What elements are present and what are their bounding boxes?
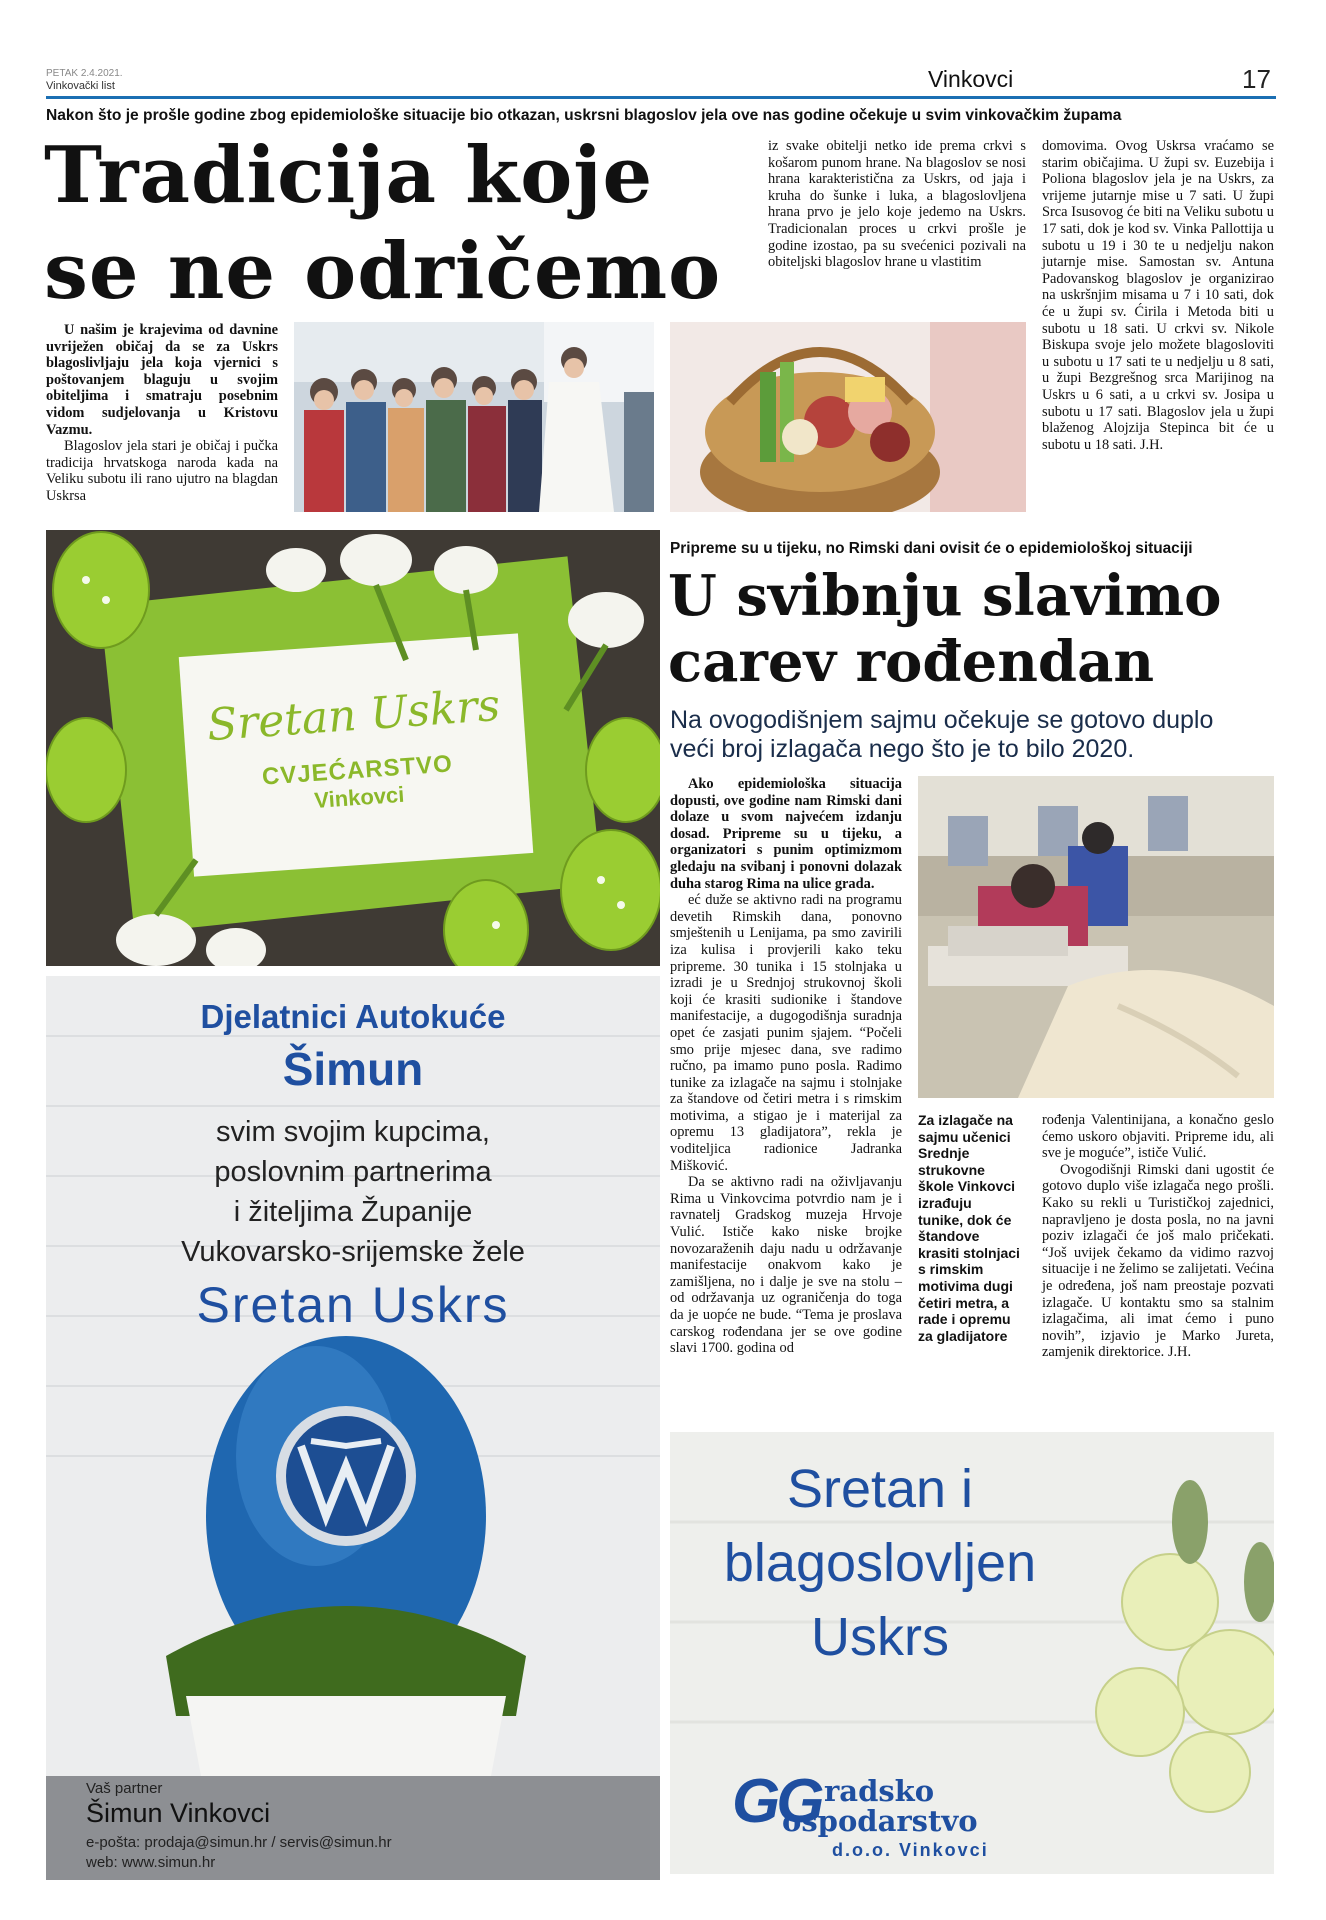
article2-body3: rođenja Valentinijana, a konačno geslo ćemo uskoro objaviti. Pripreme idu, ali sve je moguće”, ističe Vulić. <box>1042 1112 1274 1162</box>
simun-ad <box>46 976 660 1880</box>
article1-col3-body: domovima. Ovog Uskrsa vraćamo se starim običajima. U župi sv. Euzebija i Poliona blagoslov jela je na Uskrs, za vrijeme jutarnje mise u 7 sati. U župi Srca Isusovog će biti na Veliku subotu u 17 sati, dok je kod sv. Vinka Pallottija u subotu u 19 i 30 te u nedjelju nakon jutarnje mise. Samostan sv. Antuna Padovanskog blagoslov je organizirao na uskršnjim misama u 7 i 10 sati, dok će u župi sv. Ćirila i Metoda biti u subotu u 18 sati. U crkvi sv. Nikole Biskupa svoje jelo možete blagosloviti u subotu u 17 sati te u nedjelju u 8 sati, u župi Bezgrešnog srca Marijinog na Uskrs u 6 sati, a u crkvi sv. Josipa u subotu u 17 sati. Blagoslov jela u župi blaženog Alojzija Stepinca bit će u subotu u 18 sati. J.H. <box>1042 138 1274 453</box>
simun-brand: Šimun <box>282 1043 424 1095</box>
article2-column1 <box>670 776 902 1357</box>
article1-kicker: Nakon što je prošle godine zbog epidemiološke situacije bio otkazan, uskrsni blagoslov jela ove nas godine očekuje u svim vinkovačkim župama <box>46 107 1122 124</box>
gg-monogram: GG <box>732 1767 821 1836</box>
article2-title-line2: carev rođendan <box>668 629 1155 695</box>
sewing-photo-caption: Za izlagače na sajmu učenici Srednje strukovne škole Vinkovci izrađuju tunike, dok će štandove krasiti stolnjaci s rimskim motivima dugi četiri metra, a rade i opremu za gladijatore <box>918 1112 1020 1344</box>
gospodarstvo-greeting-line1: Sretan i <box>786 1459 974 1519</box>
logo-company: d.o.o. Vinkovci <box>832 1840 989 1860</box>
gospodarstvo-greeting-line2: blagoslovljen <box>723 1533 1037 1593</box>
sewing-workshop-photo <box>918 776 1274 1098</box>
page-number: 17 <box>1242 64 1271 94</box>
simun-line1: Djelatnici Autokuće <box>200 998 506 1035</box>
article1-title-line1: Tradicija koje <box>44 130 654 221</box>
article1-column1 <box>46 322 278 505</box>
blessing-crowd-photo <box>294 322 654 512</box>
article1-title-line2: se ne odričemo <box>44 226 722 317</box>
article2-subtitle: Na ovogodišnjem sajmu očekuje se gotovo duplo veći broj izlagača nego što je to bilo 2020. <box>670 706 1214 763</box>
simun-wish: Sretan Uskrs <box>196 1277 510 1333</box>
article2-column3 <box>1042 1112 1274 1361</box>
simun-greeting-line4: Vukovarsko-srijemske žele <box>181 1236 525 1268</box>
simun-greeting-line3: i žiteljima Županije <box>233 1196 473 1228</box>
logo-line2: ospodarstvo <box>782 1804 978 1838</box>
flower-shop-city: Vinkovci <box>313 781 406 813</box>
simun-web: web: www.simun.hr <box>86 1854 216 1871</box>
logo-line1: radsko <box>824 1774 935 1808</box>
article1-title <box>44 128 721 320</box>
simun-greeting <box>46 1112 660 1272</box>
article2-body2: Da se aktivno radi na oživljavanju Rima u Vinkovcima potvrdio nam je i ravnatelj Gradskog muzeja Hrvoje Vulić. Ističe kako niske brojke novozaraženih daju nadu u održavanje manifestacije onakvom kako je zamišljena, no i dalje je sve na stolu – od održavanja uz ograničenja do toga da je uopće ne bude. “Tema je proslava carskog rođendana jer se ove godine slavi 1700. godina od <box>670 1174 902 1357</box>
header-rule <box>46 96 1276 99</box>
gradsko-gospodarstvo-ad <box>670 1432 1274 1874</box>
flower-card-greeting: Sretan Uskrs <box>205 679 502 752</box>
section-name: Vinkovci <box>928 66 1014 92</box>
article1-column3 <box>1042 138 1274 453</box>
gospodarstvo-greeting-line3: Uskrs <box>811 1607 949 1667</box>
flower-shop-ad <box>46 530 660 966</box>
article2-body1: eć duže se aktivno radi na programu devetih Rimskih dana, ponovno smještenih u Lenijama, pa smo zavirili iza kulisa i provjerili kako teku pripreme. 30 tunika i 15 stolnjaka u izradi je u Srednjoj strukovnoj školi koji će krasiti sudionike i štandove manifestacije, a dugogodišnja suradnja opet će zasjati punim sjajem. “Počeli smo prije mjesec dana, sve radimo ručno, pa imamo puno posla. Radimo tunike za izlagače na sajmu i stolnjake za štandove od četiri metra i s rimskim motivima, a stigao je i materijal za opremu 13 gladijatora”, rekla je voditeljica radionice Jadranka Mišković. <box>670 892 902 1174</box>
article2-lead: Ako epidemiološka situacija dopusti, ove godine nam Rimski dani dolaze u svom najvećem izdanju dosad. Pripreme su u tijeku, a organizatori s punim optimizmom gledaju na svibanj i ponovni dolazak duha starog Rima na ulice grada. <box>670 776 902 892</box>
article2-body4: Ovogodišnji Rimski dani ugostit će gotovo duplo više izlagača nego prošli. Kako su rekli u Turističkoj zajednici, napravljeno je dosta posla, no na javni poziv izlagači će još malo pričekati. “Još uvijek čekamo da vidimo razvoj situacije i ne želimo se zalijetati. Većina je određena, još nam preostaje pozvati izlagače. U kontaktu smo sa stalnim izlagačima, ali imat ćemo i puno novih”, izjavio je Marko Jureta, zamjenik direktorice. J.H. <box>1042 1161 1274 1361</box>
simun-partner-name: Šimun Vinkovci <box>86 1798 271 1828</box>
article2-title-line1: U svibnju slavimo <box>668 563 1222 629</box>
easter-basket-photo <box>670 322 1026 512</box>
article2-kicker: Pripreme su u tijeku, no Rimski dani ovisit će o epidemiološkoj situaciji <box>670 540 1193 557</box>
simun-greeting-line1: svim svojim kupcima, <box>216 1116 490 1148</box>
issue-date: PETAK 2.4.2021. <box>46 68 123 79</box>
gradsko-gospodarstvo-logo <box>732 1767 1102 1862</box>
simun-partner-label: Vaš partner <box>86 1780 163 1797</box>
publication-name: Vinkovački list <box>46 80 115 92</box>
flower-shop-name: CVJEĆARSTVO <box>261 750 454 791</box>
article1-column2 <box>768 138 1026 271</box>
article2-title <box>668 563 1222 695</box>
article1-lead: U našim je krajevima od davnine uvriježen običaj da se za Uskrs blagoslivljaju jela koja vjernici s poštovanjem blaguju u svojim obiteljima i smatraju posebnim vidom sudjelovanja u Kristovu Vazmu. <box>46 322 278 438</box>
simun-email: e-pošta: prodaja@simun.hr / servis@simun.hr <box>86 1834 392 1851</box>
gospodarstvo-greeting <box>670 1452 1090 1674</box>
article1-col1-body: Blagoslov jela stari je običaj i pučka tradicija hrvatskoga naroda kada na Veliku subotu ili rano ujutro na blagdan Uskrsa <box>46 438 278 504</box>
simun-greeting-line2: poslovnim partnerima <box>214 1156 492 1188</box>
article1-col2-body: iz svake obitelji netko ide prema crkvi s košarom punom hrane. Na blagoslov se nosi hrana karakteristična za Uskrs, od jaja i kruha do šunke i luka, a blagoslovljena hrana prvo je jelo koje jedemo na Uskrs. Tradicionalan proces u crkvi prošle je godine izostao, pa su svećenici pozivali na obiteljski blagoslov hrane u vlastitim <box>768 138 1026 271</box>
